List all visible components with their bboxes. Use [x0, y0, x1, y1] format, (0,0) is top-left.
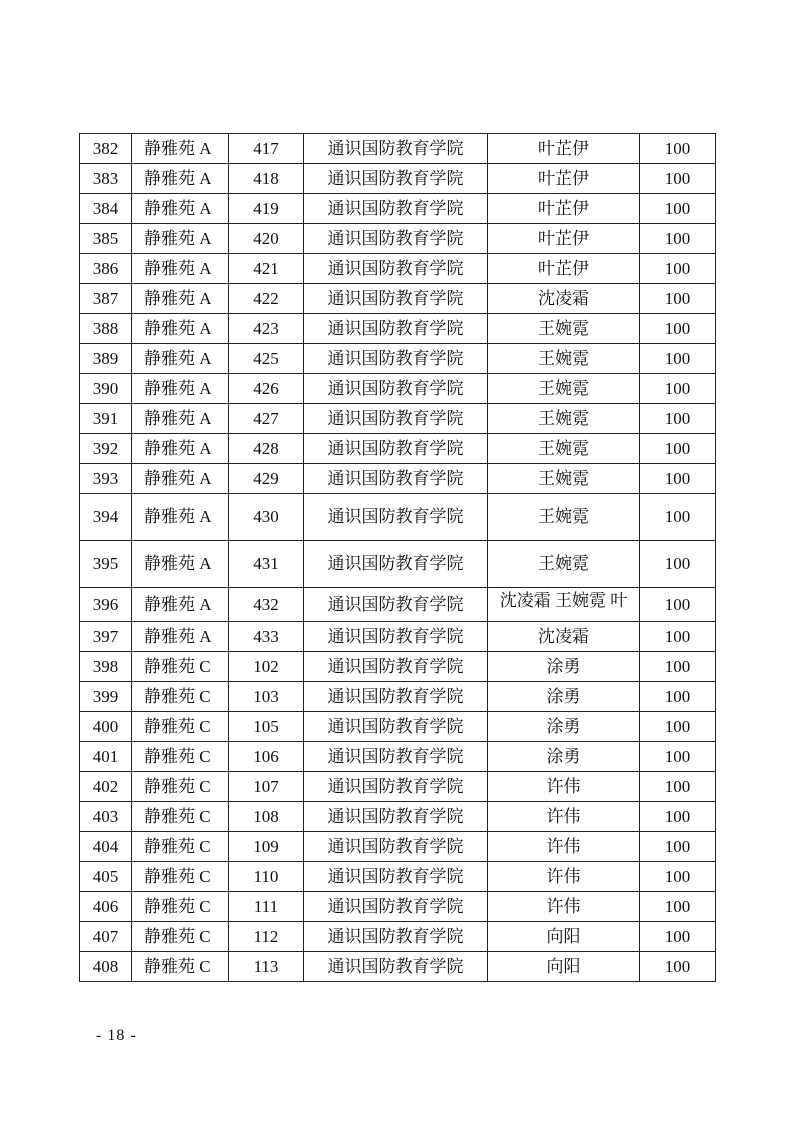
room-number-cell: 108 — [229, 802, 304, 832]
room-number-cell: 427 — [229, 404, 304, 434]
dorm-area-cell: 静雅苑 C — [132, 862, 229, 892]
college-cell: 通识国防教育学院 — [304, 541, 488, 588]
score-cell: 100 — [640, 224, 716, 254]
counselor-cell: 叶芷伊 — [488, 224, 640, 254]
room-number-cell: 105 — [229, 712, 304, 742]
counselor-cell: 王婉霓 — [488, 494, 640, 541]
row-number-cell: 406 — [80, 892, 132, 922]
college-cell: 通识国防教育学院 — [304, 194, 488, 224]
college-cell: 通识国防教育学院 — [304, 374, 488, 404]
dorm-area-cell: 静雅苑 C — [132, 952, 229, 982]
dorm-area-cell: 静雅苑 A — [132, 134, 229, 164]
table-row — [80, 682, 716, 712]
dorm-area-cell: 静雅苑 A — [132, 314, 229, 344]
counselor-cell: 沈凌霜 王婉霓 叶 — [488, 588, 640, 622]
room-number-cell: 419 — [229, 194, 304, 224]
room-number-cell: 109 — [229, 832, 304, 862]
table-row — [80, 652, 716, 682]
counselor-cell: 向阳 — [488, 922, 640, 952]
row-number-cell: 396 — [80, 588, 132, 622]
table-row — [80, 832, 716, 862]
dorm-area-cell: 静雅苑 A — [132, 224, 229, 254]
dorm-area-cell: 静雅苑 A — [132, 541, 229, 588]
score-cell: 100 — [640, 622, 716, 652]
counselor-cell: 王婉霓 — [488, 344, 640, 374]
college-cell: 通识国防教育学院 — [304, 464, 488, 494]
college-cell: 通识国防教育学院 — [304, 862, 488, 892]
dorm-area-cell: 静雅苑 A — [132, 374, 229, 404]
room-number-cell: 420 — [229, 224, 304, 254]
score-cell: 100 — [640, 682, 716, 712]
college-cell: 通识国防教育学院 — [304, 712, 488, 742]
room-number-cell: 417 — [229, 134, 304, 164]
table-row — [80, 164, 716, 194]
counselor-cell: 沈凌霜 — [488, 622, 640, 652]
room-number-cell: 113 — [229, 952, 304, 982]
room-number-cell: 106 — [229, 742, 304, 772]
college-cell: 通识国防教育学院 — [304, 284, 488, 314]
table-row — [80, 254, 716, 284]
counselor-cell: 王婉霓 — [488, 374, 640, 404]
score-cell: 100 — [640, 284, 716, 314]
dorm-area-cell: 静雅苑 A — [132, 164, 229, 194]
counselor-cell: 王婉霓 — [488, 404, 640, 434]
score-cell: 100 — [640, 194, 716, 224]
counselor-cell: 王婉霓 — [488, 464, 640, 494]
row-number-cell: 399 — [80, 682, 132, 712]
score-cell: 100 — [640, 464, 716, 494]
table-row — [80, 922, 716, 952]
row-number-cell: 384 — [80, 194, 132, 224]
row-number-cell: 403 — [80, 802, 132, 832]
row-number-cell: 405 — [80, 862, 132, 892]
college-cell: 通识国防教育学院 — [304, 254, 488, 284]
counselor-cell: 王婉霓 — [488, 314, 640, 344]
dorm-area-cell: 静雅苑 A — [132, 194, 229, 224]
row-number-cell: 391 — [80, 404, 132, 434]
row-number-cell: 394 — [80, 494, 132, 541]
college-cell: 通识国防教育学院 — [304, 952, 488, 982]
college-cell: 通识国防教育学院 — [304, 922, 488, 952]
room-number-cell: 425 — [229, 344, 304, 374]
table-row — [80, 464, 716, 494]
row-number-cell: 387 — [80, 284, 132, 314]
score-cell: 100 — [640, 862, 716, 892]
counselor-cell: 涂勇 — [488, 652, 640, 682]
college-cell: 通识国防教育学院 — [304, 314, 488, 344]
row-number-cell: 388 — [80, 314, 132, 344]
college-cell: 通识国防教育学院 — [304, 832, 488, 862]
row-number-cell: 389 — [80, 344, 132, 374]
score-cell: 100 — [640, 588, 716, 622]
dorm-area-cell: 静雅苑 C — [132, 832, 229, 862]
table-row — [80, 344, 716, 374]
room-number-cell: 422 — [229, 284, 304, 314]
room-number-cell: 111 — [229, 892, 304, 922]
room-number-cell: 421 — [229, 254, 304, 284]
row-number-cell: 390 — [80, 374, 132, 404]
college-cell: 通识国防教育学院 — [304, 802, 488, 832]
college-cell: 通识国防教育学院 — [304, 494, 488, 541]
score-cell: 100 — [640, 164, 716, 194]
room-number-cell: 431 — [229, 541, 304, 588]
table-row — [80, 404, 716, 434]
dorm-area-cell: 静雅苑 C — [132, 802, 229, 832]
score-cell: 100 — [640, 134, 716, 164]
row-number-cell: 400 — [80, 712, 132, 742]
counselor-cell: 王婉霓 — [488, 434, 640, 464]
score-cell: 100 — [640, 832, 716, 862]
counselor-cell: 许伟 — [488, 892, 640, 922]
counselor-cell: 沈凌霜 — [488, 284, 640, 314]
score-cell: 100 — [640, 652, 716, 682]
score-cell: 100 — [640, 434, 716, 464]
dorm-area-cell: 静雅苑 A — [132, 622, 229, 652]
table-row — [80, 314, 716, 344]
table-row — [80, 494, 716, 541]
room-number-cell: 107 — [229, 772, 304, 802]
dorm-inspection-table — [79, 133, 716, 982]
counselor-cell: 涂勇 — [488, 742, 640, 772]
table-row — [80, 622, 716, 652]
table-row — [80, 134, 716, 164]
dorm-area-cell: 静雅苑 A — [132, 284, 229, 314]
college-cell: 通识国防教育学院 — [304, 224, 488, 254]
counselor-cell: 许伟 — [488, 862, 640, 892]
row-number-cell: 404 — [80, 832, 132, 862]
college-cell: 通识国防教育学院 — [304, 164, 488, 194]
room-number-cell: 418 — [229, 164, 304, 194]
dorm-area-cell: 静雅苑 A — [132, 434, 229, 464]
dorm-area-cell: 静雅苑 A — [132, 464, 229, 494]
room-number-cell: 110 — [229, 862, 304, 892]
table-row — [80, 284, 716, 314]
table-row — [80, 434, 716, 464]
dorm-area-cell: 静雅苑 A — [132, 588, 229, 622]
table-row — [80, 712, 716, 742]
table-row — [80, 374, 716, 404]
counselor-cell: 涂勇 — [488, 712, 640, 742]
counselor-cell: 涂勇 — [488, 682, 640, 712]
college-cell: 通识国防教育学院 — [304, 772, 488, 802]
score-cell: 100 — [640, 952, 716, 982]
dorm-area-cell: 静雅苑 A — [132, 494, 229, 541]
table-row — [80, 802, 716, 832]
table-row — [80, 224, 716, 254]
counselor-cell: 叶芷伊 — [488, 194, 640, 224]
room-number-cell: 432 — [229, 588, 304, 622]
row-number-cell: 386 — [80, 254, 132, 284]
table-row — [80, 588, 716, 622]
score-cell: 100 — [640, 712, 716, 742]
college-cell: 通识国防教育学院 — [304, 134, 488, 164]
college-cell: 通识国防教育学院 — [304, 434, 488, 464]
college-cell: 通识国防教育学院 — [304, 652, 488, 682]
room-number-cell: 423 — [229, 314, 304, 344]
row-number-cell: 393 — [80, 464, 132, 494]
row-number-cell: 401 — [80, 742, 132, 772]
counselor-cell: 许伟 — [488, 802, 640, 832]
dorm-area-cell: 静雅苑 C — [132, 892, 229, 922]
counselor-cell: 向阳 — [488, 952, 640, 982]
counselor-cell: 叶芷伊 — [488, 134, 640, 164]
room-number-cell: 433 — [229, 622, 304, 652]
college-cell: 通识国防教育学院 — [304, 742, 488, 772]
college-cell: 通识国防教育学院 — [304, 682, 488, 712]
dorm-area-cell: 静雅苑 C — [132, 712, 229, 742]
college-cell: 通识国防教育学院 — [304, 344, 488, 374]
counselor-cell: 叶芷伊 — [488, 164, 640, 194]
college-cell: 通识国防教育学院 — [304, 622, 488, 652]
dorm-area-cell: 静雅苑 A — [132, 254, 229, 284]
row-number-cell: 397 — [80, 622, 132, 652]
dorm-area-cell: 静雅苑 C — [132, 772, 229, 802]
college-cell: 通识国防教育学院 — [304, 588, 488, 622]
score-cell: 100 — [640, 742, 716, 772]
dorm-area-cell: 静雅苑 C — [132, 652, 229, 682]
score-cell: 100 — [640, 541, 716, 588]
score-cell: 100 — [640, 254, 716, 284]
row-number-cell: 408 — [80, 952, 132, 982]
room-number-cell: 430 — [229, 494, 304, 541]
row-number-cell: 383 — [80, 164, 132, 194]
row-number-cell: 402 — [80, 772, 132, 802]
row-number-cell: 407 — [80, 922, 132, 952]
table-row — [80, 952, 716, 982]
page-number: - 18 - — [96, 1027, 137, 1044]
room-number-cell: 426 — [229, 374, 304, 404]
college-cell: 通识国防教育学院 — [304, 892, 488, 922]
row-number-cell: 392 — [80, 434, 132, 464]
score-cell: 100 — [640, 344, 716, 374]
room-number-cell: 102 — [229, 652, 304, 682]
table-body — [80, 134, 716, 982]
table-row — [80, 742, 716, 772]
dorm-area-cell: 静雅苑 C — [132, 742, 229, 772]
score-cell: 100 — [640, 314, 716, 344]
table-row — [80, 892, 716, 922]
dorm-area-cell: 静雅苑 C — [132, 682, 229, 712]
score-cell: 100 — [640, 404, 716, 434]
room-number-cell: 428 — [229, 434, 304, 464]
college-cell: 通识国防教育学院 — [304, 404, 488, 434]
table-row — [80, 862, 716, 892]
counselor-cell: 许伟 — [488, 832, 640, 862]
table-row — [80, 772, 716, 802]
table-row — [80, 541, 716, 588]
dorm-area-cell: 静雅苑 A — [132, 404, 229, 434]
row-number-cell: 398 — [80, 652, 132, 682]
counselor-cell: 叶芷伊 — [488, 254, 640, 284]
score-cell: 100 — [640, 892, 716, 922]
row-number-cell: 395 — [80, 541, 132, 588]
row-number-cell: 382 — [80, 134, 132, 164]
score-cell: 100 — [640, 494, 716, 541]
room-number-cell: 112 — [229, 922, 304, 952]
dorm-area-cell: 静雅苑 C — [132, 922, 229, 952]
room-number-cell: 103 — [229, 682, 304, 712]
counselor-cell: 王婉霓 — [488, 541, 640, 588]
counselor-cell: 许伟 — [488, 772, 640, 802]
score-cell: 100 — [640, 772, 716, 802]
score-cell: 100 — [640, 922, 716, 952]
score-cell: 100 — [640, 374, 716, 404]
row-number-cell: 385 — [80, 224, 132, 254]
table-row — [80, 194, 716, 224]
dorm-area-cell: 静雅苑 A — [132, 344, 229, 374]
room-number-cell: 429 — [229, 464, 304, 494]
score-cell: 100 — [640, 802, 716, 832]
